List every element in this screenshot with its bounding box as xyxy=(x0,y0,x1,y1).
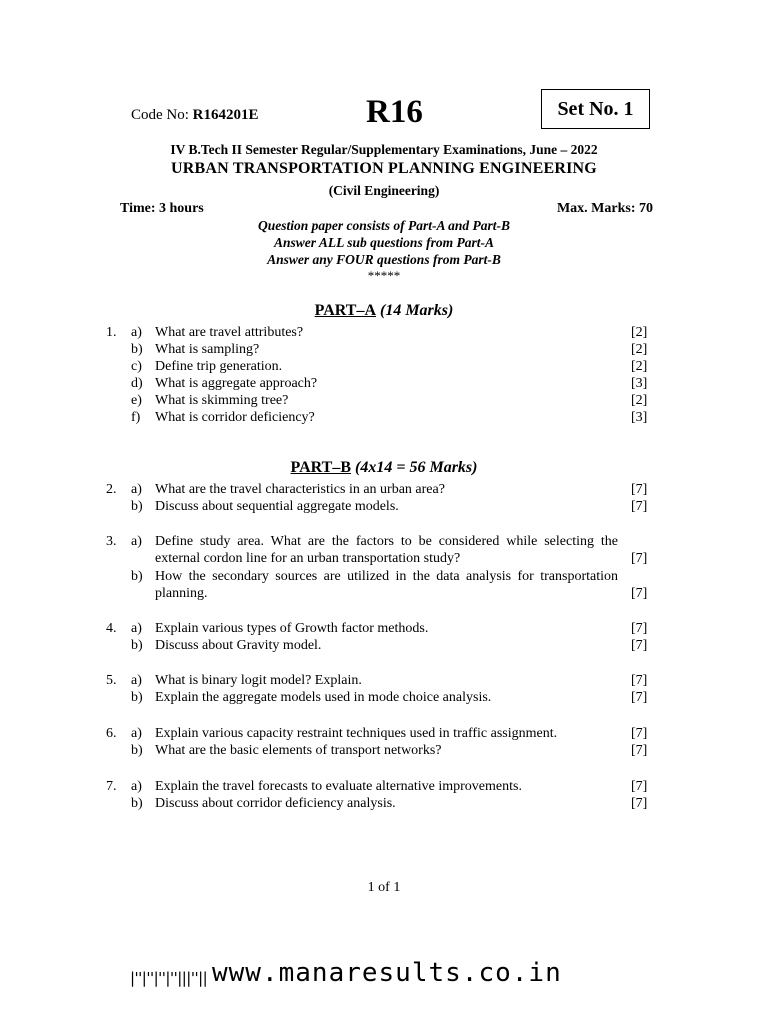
separator-stars: ***** xyxy=(367,268,401,283)
question-letter: a) xyxy=(131,673,142,688)
question-number: 1. xyxy=(106,325,117,340)
question-number: 3. xyxy=(106,534,117,549)
set-number-box: Set No. 1 xyxy=(541,89,650,129)
question-marks: [7] xyxy=(631,796,648,811)
instruction-line: Question paper consists of Part-A and Part-B xyxy=(257,218,511,233)
part-b-title: PART–B xyxy=(290,459,352,476)
question-letter: a) xyxy=(131,325,142,340)
branch-name: (Civil Engineering) xyxy=(328,183,440,198)
question-marks: [2] xyxy=(631,325,648,340)
question-letter: b) xyxy=(131,569,143,584)
instruction-line: Answer ALL sub questions from Part-A xyxy=(274,235,494,250)
question-letter: a) xyxy=(131,534,142,549)
question-text: What is corridor deficiency? xyxy=(155,410,315,425)
question-marks: [7] xyxy=(631,690,648,705)
max-marks: Max. Marks: 70 xyxy=(556,201,653,216)
question-letter: b) xyxy=(131,796,143,811)
question-marks: [7] xyxy=(631,726,648,741)
part-b-heading xyxy=(0,459,768,477)
part-a-title: PART–A xyxy=(314,302,376,319)
part-a-heading xyxy=(0,302,768,320)
question-marks: [7] xyxy=(631,621,648,636)
question-text: Explain various capacity restraint techniques used in traffic assignment. xyxy=(155,726,558,741)
question-text: Explain various types of Growth factor methods. xyxy=(155,621,429,636)
question-marks: [7] xyxy=(631,499,648,514)
question-marks: [2] xyxy=(631,393,648,408)
question-text: What are the basic elements of transport networks? xyxy=(155,743,442,758)
question-letter: a) xyxy=(131,726,142,741)
question-letter: d) xyxy=(131,376,143,391)
exam-title: IV B.Tech II Semester Regular/Supplementary Examinations, June – 2022 xyxy=(170,142,598,157)
website-watermark: www.manaresults.co.in xyxy=(212,958,562,988)
question-marks: [7] xyxy=(631,482,648,497)
question-text: What is binary logit model? Explain. xyxy=(155,673,362,688)
question-letter: b) xyxy=(131,499,143,514)
question-letter: b) xyxy=(131,743,143,758)
question-text: Explain the travel forecasts to evaluate alternative improvements. xyxy=(155,779,522,794)
instruction-line: Answer any FOUR questions from Part-B xyxy=(267,252,501,267)
exam-duration: Time: 3 hours xyxy=(120,201,204,216)
question-letter: b) xyxy=(131,638,143,653)
part-a-marks: (14 Marks) xyxy=(376,302,454,319)
question-marks: [7] xyxy=(631,586,648,601)
question-letter: f) xyxy=(131,410,141,425)
question-letter: a) xyxy=(131,779,142,794)
question-number: 5. xyxy=(106,673,117,688)
question-text: Explain the aggregate models used in mode choice analysis. xyxy=(155,690,492,705)
question-text: Discuss about sequential aggregate models. xyxy=(155,499,399,514)
question-text: What are travel attributes? xyxy=(155,325,304,340)
question-text: What is aggregate approach? xyxy=(155,376,318,391)
barcode: |''|''|''|''|||''|| xyxy=(130,969,208,987)
question-marks: [3] xyxy=(631,410,648,425)
question-text: Discuss about corridor deficiency analysis. xyxy=(155,796,396,811)
question-letter: c) xyxy=(131,359,142,374)
question-text: How the secondary sources are utilized in the data analysis for transportation planning. xyxy=(155,569,618,601)
question-text: What is sampling? xyxy=(155,342,260,357)
question-letter: e) xyxy=(131,393,142,408)
question-letter: a) xyxy=(131,482,142,497)
question-text: Discuss about Gravity model. xyxy=(155,638,322,653)
question-letter: b) xyxy=(131,342,143,357)
question-marks: [2] xyxy=(631,342,648,357)
subject-title: URBAN TRANSPORTATION PLANNING ENGINEERING xyxy=(171,160,597,177)
code-number xyxy=(131,107,259,124)
question-marks: [3] xyxy=(631,376,648,391)
question-number: 2. xyxy=(106,482,117,497)
question-marks: [7] xyxy=(631,638,648,653)
page-number: 1 of 1 xyxy=(367,880,401,895)
question-marks: [7] xyxy=(631,551,648,566)
question-text: Define study area. What are the factors to be considered while selecting the external cordon line for an urban transportation study? xyxy=(155,534,618,566)
code-label: Code No: xyxy=(131,107,193,123)
question-text: What is skimming tree? xyxy=(155,393,289,408)
question-letter: b) xyxy=(131,690,143,705)
question-number: 7. xyxy=(106,779,117,794)
question-number: 4. xyxy=(106,621,117,636)
question-text: Define trip generation. xyxy=(155,359,283,374)
question-text: What are the travel characteristics in an urban area? xyxy=(155,482,445,497)
part-b-marks: (4x14 = 56 Marks) xyxy=(351,459,478,476)
question-marks: [7] xyxy=(631,779,648,794)
question-marks: [7] xyxy=(631,673,648,688)
question-marks: [2] xyxy=(631,359,648,374)
question-number: 6. xyxy=(106,726,117,741)
question-letter: a) xyxy=(131,621,142,636)
question-marks: [7] xyxy=(631,743,648,758)
code-value: R164201E xyxy=(192,107,259,123)
regulation-code: R16 xyxy=(366,94,423,130)
